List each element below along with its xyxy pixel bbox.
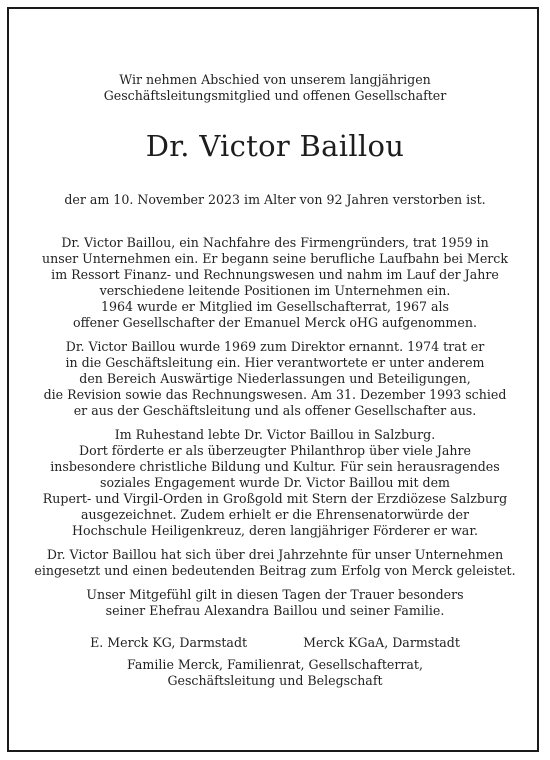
- text-line: offener Gesellschafter der Emanuel Merck oHG aufgenommen.: [73, 315, 477, 330]
- text-line: soziales Engagement wurde Dr. Victor Baillou mit dem: [100, 475, 450, 490]
- text-line: 1964 wurde er Mitglied im Gesellschafterrat, 1967 als: [100, 299, 449, 314]
- text-line: im Ressort Finanz- und Rechnungswesen und nahm im Lauf der Jahre: [51, 267, 499, 282]
- signature-right: Merck KGaA, Darmstadt: [303, 635, 460, 650]
- death-notice: der am 10. November 2023 im Alter von 92 Jahren verstorben ist.: [64, 192, 486, 207]
- signature-left: E. Merck KG, Darmstadt: [90, 635, 248, 650]
- text-line: den Bereich Auswärtige Niederlassungen und Beteiligungen,: [79, 371, 471, 386]
- text-line: Rupert- und Virgil-Orden in Großgold mit Stern der Erzdiözese Salzburg: [42, 491, 508, 506]
- text-line: in die Geschäftsleitung ein. Hier verantwortete er unter anderem: [65, 355, 485, 370]
- intro-text: [0, 72, 550, 104]
- paragraph-retirement: [0, 427, 550, 539]
- text-line: insbesondere christliche Bildung und Kultur. Für sein herausragendes: [50, 459, 500, 474]
- text-line: Im Ruhestand lebte Dr. Victor Baillou in Salzburg.: [114, 427, 436, 442]
- text-line: Dr. Victor Baillou hat sich über drei Jahrzehnte für unser Unternehmen: [46, 547, 504, 562]
- text-line: eingesetzt und einen bedeutenden Beitrag zum Erfolg von Merck geleistet.: [34, 563, 516, 578]
- deceased-name: Dr. Victor Baillou: [145, 129, 405, 163]
- text-line: Dort förderte er als überzeugter Philanthrop über viele Jahre: [79, 443, 471, 458]
- paragraph-career-start: [0, 235, 550, 331]
- text-line: Hochschule Heiligenkreuz, deren langjähriger Förderer er war.: [72, 523, 478, 538]
- text-line: ausgezeichnet. Zudem erhielt er die Ehrensenatorwürde der: [80, 507, 470, 522]
- biography: [0, 235, 550, 627]
- text-line: die Revision sowie das Rechnungswesen. Am 31. Dezember 1993 schied: [43, 387, 507, 402]
- paragraph-condolence: [0, 587, 550, 619]
- signature-line: Familie Merck, Familienrat, Gesellschafterrat,: [127, 657, 423, 672]
- text-line: Unser Mitgefühl gilt in diesen Tagen der Trauer besonders: [86, 587, 464, 602]
- paragraph-contribution: [0, 547, 550, 579]
- text-line: seiner Ehefrau Alexandra Baillou und seiner Familie.: [105, 603, 445, 618]
- text-line: Dr. Victor Baillou wurde 1969 zum Direktor ernannt. 1974 trat er: [65, 339, 485, 354]
- text-line: er aus der Geschäftsleitung und als offener Gesellschafter aus.: [73, 403, 477, 418]
- intro-line: Geschäftsleitungsmitglied und offenen Gesellschafter: [103, 88, 447, 103]
- signature-line: Geschäftsleitung und Belegschaft: [167, 673, 383, 688]
- signatures-family: [0, 657, 550, 689]
- text-line: verschiedene leitende Positionen im Unternehmen ein.: [99, 283, 451, 298]
- intro-line: Wir nehmen Abschied von unserem langjährigen: [119, 72, 431, 87]
- signatures-companies: [0, 635, 550, 651]
- text-line: unser Unternehmen ein. Er begann seine berufliche Laufbahn bei Merck: [42, 251, 508, 266]
- paragraph-management: [0, 339, 550, 419]
- text-line: Dr. Victor Baillou, ein Nachfahre des Firmengründers, trat 1959 in: [61, 235, 489, 250]
